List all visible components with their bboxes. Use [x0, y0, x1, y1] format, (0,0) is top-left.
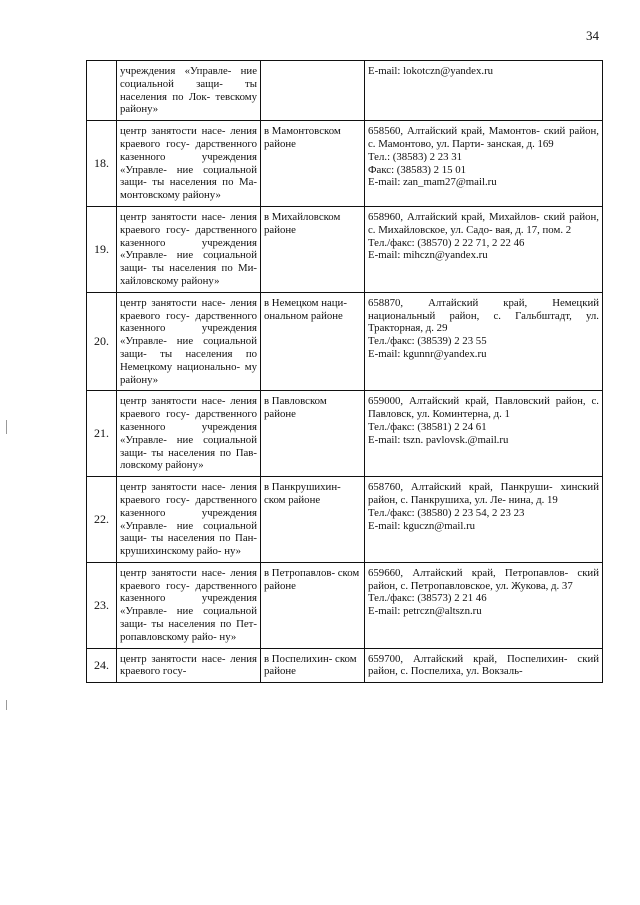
- institution-name: центр занятости насе- ления краевого госу- дарственного казенного учреждения «Управле- ние социальной защи- ты населения по Ми- хайловскому району»: [117, 206, 261, 292]
- service-area: в Павловском районе: [261, 391, 365, 477]
- email-text: E-mail: mihczn@yandex.ru: [368, 249, 488, 262]
- email-text: E-mail: tszn. pavlovsk.@mail.ru: [368, 433, 509, 446]
- scan-edge-mark: [6, 420, 7, 434]
- institution-name: центр занятости насе- ления краевого госу-: [117, 648, 261, 683]
- service-area: в Панкрушихин- ском районе: [261, 477, 365, 563]
- contact-details: [365, 292, 603, 391]
- address-text: 658760, Алтайский край, Панкруши- хинский район, с. Панкрушиха, ул. Ле- нина, д. 19: [368, 481, 599, 506]
- service-area: [261, 61, 365, 121]
- email-text: E-mail: petrczn@altszn.ru: [368, 605, 482, 618]
- table-row: [87, 292, 603, 391]
- institution-name: центр занятости насе- ления краевого госу- дарственного казенного учреждения «Управле- ние социальной защи- ты населения по Пан- крушихинскому райо- ну»: [117, 477, 261, 563]
- institution-name: центр занятости насе- ления краевого госу- дарственного казенного учреждения «Управле- ние социальной защи- ты населения по Ма- монтовскому району»: [117, 121, 261, 207]
- phone-text: Тел./факс: (38570) 2 22 71, 2 22 46: [368, 236, 525, 249]
- row-number: 19.: [87, 206, 117, 292]
- phone-text: Тел.: (38583) 2 23 31: [368, 150, 463, 163]
- service-area: в Поспелихин- ском районе: [261, 648, 365, 683]
- contact-details: [365, 391, 603, 477]
- institution-name: центр занятости насе- ления краевого госу- дарственного казенного учреждения «Управле- ние социальной защи- ты населения по Пав- ловскому району»: [117, 391, 261, 477]
- contact-details: [365, 61, 603, 121]
- address-text: 659660, Алтайский край, Петропавлов- ский район, с. Петропавловское, ул. Жукова, д. 37: [368, 566, 599, 592]
- row-number: 23.: [87, 562, 117, 648]
- contact-details: [365, 562, 603, 648]
- address-text: 659000, Алтайский край, Павловский район, с. Павловск, ул. Коминтерна, д. 1: [368, 395, 599, 421]
- scan-edge-mark: [6, 700, 7, 710]
- row-number: 24.: [87, 648, 117, 683]
- contact-details: [365, 477, 603, 563]
- email-text: E-mail: kgunnr@yandex.ru: [368, 347, 487, 360]
- address-text: 658960, Алтайский край, Михайлов- ский район, с. Михайловское, ул. Садо- вая, д. 17, пом. 2: [368, 210, 599, 236]
- service-area: в Михайловском районе: [261, 206, 365, 292]
- service-area: в Мамонтовском районе: [261, 121, 365, 207]
- table-row: [87, 61, 603, 121]
- contact-details: [365, 121, 603, 207]
- email-text: E-mail: zan_mam27@mail.ru: [368, 176, 497, 189]
- email-text: E-mail: kguczn@mail.ru: [368, 519, 476, 532]
- table-row: [87, 391, 603, 477]
- phone-text: Тел./факс: (38573) 2 21 46: [368, 592, 487, 605]
- service-area: в Петропавлов- ском районе: [261, 562, 365, 648]
- row-number: [87, 61, 117, 121]
- address-text: 658870, Алтайский край, Немецкий национальный район, с. Гальбштадт, ул. Тракторная, д. 29: [368, 296, 599, 335]
- row-number: 18.: [87, 121, 117, 207]
- page-number: 34: [586, 28, 599, 43]
- institution-name: учреждения «Управле- ние социальной защи- ты населения по Лок- тевскому району»: [117, 61, 261, 121]
- address-text: 659700, Алтайский край, Поспелихин- ский район, с. Поспелиха, ул. Вокзаль-: [368, 652, 599, 678]
- email-text: E-mail: lokotczn@yandex.ru: [368, 65, 494, 77]
- institution-name: центр занятости насе- ления краевого госу- дарственного казенного учреждения «Управле- ние социальной защи- ты населения по Немецкому национально- му району»: [117, 292, 261, 391]
- service-area: в Немецком наци- ональном районе: [261, 292, 365, 391]
- row-number: 21.: [87, 391, 117, 477]
- institution-name: центр занятости насе- ления краевого госу- дарственного казенного учреждения «Управле- ние социальной защи- ты населения по Пет- ропавловскому райо- ну»: [117, 562, 261, 648]
- contact-details: [365, 648, 603, 683]
- phone-text: Тел./факс: (38539) 2 23 55: [368, 335, 487, 348]
- contact-details: [365, 206, 603, 292]
- table-row: [87, 648, 603, 683]
- address-text: 658560, Алтайский край, Мамонтов- ский район, с. Мамонтово, ул. Парти- занская, д. 169: [368, 125, 599, 150]
- phone-text: Тел./факс: (38581) 2 24 61: [368, 420, 487, 433]
- fax-text: Факс: (38583) 2 15 01: [368, 163, 467, 176]
- phone-text: Тел./факс: (38580) 2 23 54, 2 23 23: [368, 506, 525, 519]
- table-row: [87, 562, 603, 648]
- table-row: [87, 477, 603, 563]
- institutions-table: [86, 60, 603, 683]
- row-number: 22.: [87, 477, 117, 563]
- table-row: [87, 206, 603, 292]
- table-row: [87, 121, 603, 207]
- row-number: 20.: [87, 292, 117, 391]
